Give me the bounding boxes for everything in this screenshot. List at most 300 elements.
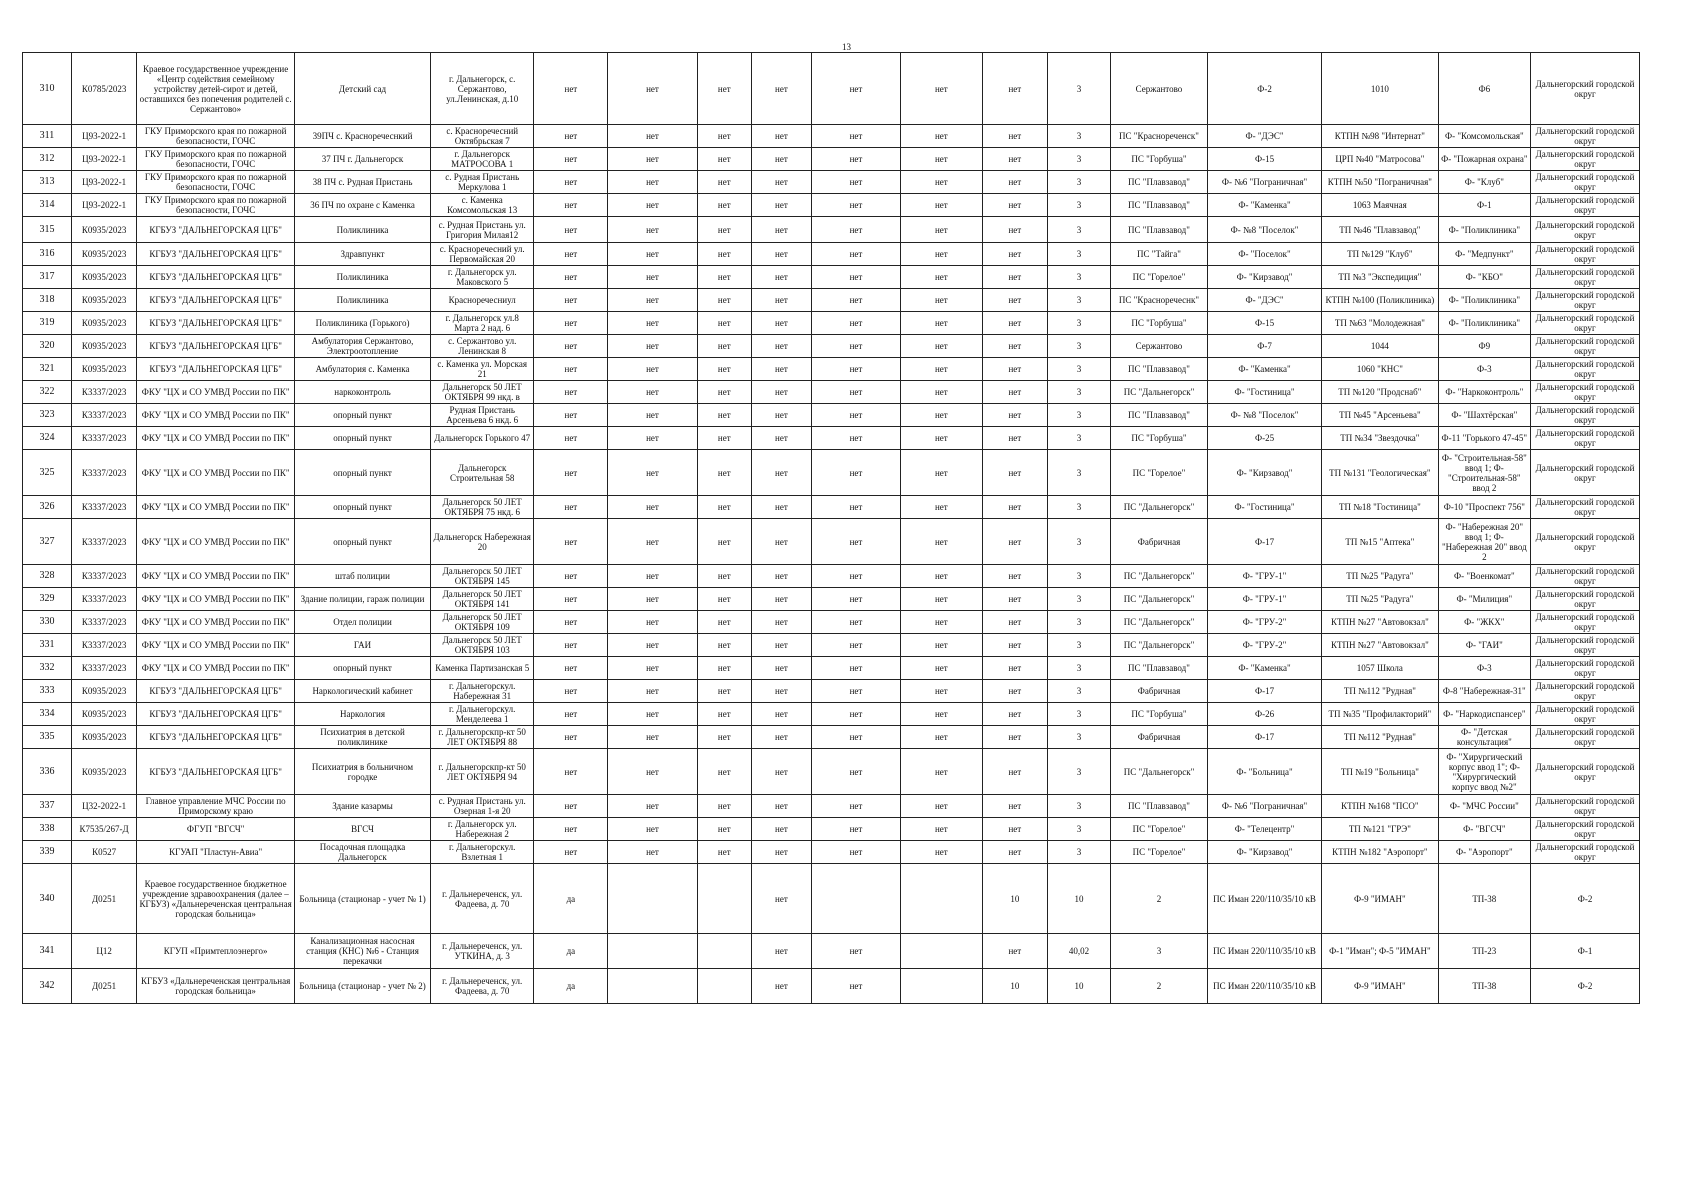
table-cell: 37 ПЧ г. Дальнегорск (295, 148, 431, 171)
table-cell: нет (811, 611, 900, 634)
table-cell: 319 (23, 312, 72, 335)
table-cell: 318 (23, 289, 72, 312)
table-cell: нет (752, 934, 812, 969)
table-cell: нет (534, 841, 608, 864)
table-cell: нет (752, 519, 812, 565)
table-cell: ПС Иман 220/110/35/10 кВ (1207, 969, 1321, 1004)
table-cell: Ф- "КБО" (1438, 266, 1530, 289)
table-cell: Ф- "Каменка" (1207, 358, 1321, 381)
table-cell: Ф- "ГАИ" (1438, 634, 1530, 657)
table-cell: нет (811, 588, 900, 611)
table-cell: нет (752, 289, 812, 312)
table-cell: ФКУ "ЦХ и СО УМВД России по ПК" (137, 381, 295, 404)
table-cell: нет (901, 194, 983, 217)
table-cell: КГУП «Примтеплоэнерго» (137, 934, 295, 969)
table-cell: нет (697, 427, 751, 450)
table-cell: Рудная Пристань Арсеньева 6 нкд. 6 (431, 404, 534, 427)
table-cell: нет (752, 53, 812, 125)
table-cell: нет (697, 588, 751, 611)
table-cell: ПС "Плавзавод" (1111, 358, 1208, 381)
table-cell: ПС "Плавзавод" (1111, 217, 1208, 243)
table-cell: нет (608, 243, 697, 266)
table-row (23, 194, 1640, 217)
table-row (23, 496, 1640, 519)
table-cell: Дальнегорский городской округ (1531, 53, 1640, 125)
table-row (23, 818, 1640, 841)
table-cell: 3 (1047, 818, 1110, 841)
table-cell: с. Рудная Пристань ул. Озерная 1-я 20 (431, 795, 534, 818)
table-cell: Сержантово (1111, 53, 1208, 125)
table-cell: КГБУЗ "ДАЛЬНЕГОРСКАЯ ЦГБ" (137, 335, 295, 358)
table-cell: 311 (23, 125, 72, 148)
table-cell: нет (534, 125, 608, 148)
table-cell: Ф- "Милиция" (1438, 588, 1530, 611)
table-cell: ФКУ "ЦХ и СО УМВД России по ПК" (137, 519, 295, 565)
table-cell: 317 (23, 266, 72, 289)
table-cell: нет (608, 450, 697, 496)
table-cell: нет (982, 125, 1047, 148)
table-cell: Дальнегорский городской округ (1531, 450, 1640, 496)
table-cell: нет (811, 335, 900, 358)
table-cell: 3 (1047, 312, 1110, 335)
table-cell: нет (752, 194, 812, 217)
table-cell: 312 (23, 148, 72, 171)
table-cell: нет (811, 703, 900, 726)
table-cell: ПС "Плавзавод" (1111, 194, 1208, 217)
table-cell: 3 (1047, 217, 1110, 243)
table-cell: нет (901, 749, 983, 795)
table-cell: нет (534, 450, 608, 496)
table-row (23, 289, 1640, 312)
table-cell: Д0251 (71, 969, 136, 1004)
table-cell: Ф- №6 "Пограничная" (1207, 171, 1321, 194)
table-cell: 329 (23, 588, 72, 611)
table-cell: нет (752, 634, 812, 657)
table-cell: 326 (23, 496, 72, 519)
table-cell: К3337/2023 (71, 519, 136, 565)
table-cell: нет (811, 125, 900, 148)
table-cell (697, 969, 751, 1004)
table-cell: нет (697, 565, 751, 588)
table-cell: Ф-9 "ИМАН" (1322, 864, 1438, 934)
table-cell: с. Каменка ул. Морская 21 (431, 358, 534, 381)
table-cell: 3 (1047, 148, 1110, 171)
table-cell: Ф- "ГРУ-1" (1207, 588, 1321, 611)
table-cell: Дальнегорск 50 ЛЕТ ОКТЯБРЯ 75 нкд. 6 (431, 496, 534, 519)
table-cell: Больница (стационар - учет № 1) (295, 864, 431, 934)
table-cell: ПС "Плавзавод" (1111, 171, 1208, 194)
table-cell: Больница (стационар - учет № 2) (295, 969, 431, 1004)
table-cell: ТП №25 "Радуга" (1322, 588, 1438, 611)
table-cell: КТПН №27 "Автовокзал" (1322, 634, 1438, 657)
table-cell: нет (811, 266, 900, 289)
table-cell: Ц12 (71, 934, 136, 969)
table-cell: ПС "Горелое" (1111, 450, 1208, 496)
table-cell: КГБУЗ "ДАЛЬНЕГОРСКАЯ ЦГБ" (137, 243, 295, 266)
table-cell: Ф- "Шахтёрская" (1438, 404, 1530, 427)
table-cell: Дальнегорский городской округ (1531, 519, 1640, 565)
table-cell: г. Дальнегорскул. Взлетная 1 (431, 841, 534, 864)
table-cell: 310 (23, 53, 72, 125)
table-cell: Ф-1 (1531, 934, 1640, 969)
table-cell: с. Красноречесний ул. Первомайская 20 (431, 243, 534, 266)
table-cell: Ц32-2022-1 (71, 795, 136, 818)
table-cell: нет (534, 726, 608, 749)
table-cell: 10 (982, 864, 1047, 934)
table-cell: ПС "Дальнегорск" (1111, 381, 1208, 404)
table-cell: 3 (1047, 795, 1110, 818)
table-cell: 3 (1047, 450, 1110, 496)
table-cell: с. Сержантово ул. Ленинская 8 (431, 335, 534, 358)
table-cell: нет (752, 171, 812, 194)
table-cell: нет (982, 194, 1047, 217)
table-cell: нет (752, 795, 812, 818)
table-cell: нет (697, 312, 751, 335)
table-cell: нет (982, 381, 1047, 404)
table-cell: нет (901, 266, 983, 289)
table-cell: Фабричная (1111, 680, 1208, 703)
table-cell: 3 (1047, 381, 1110, 404)
table-cell: Ф- "Поликлиника" (1438, 217, 1530, 243)
table-cell: нет (811, 312, 900, 335)
table-cell: ФКУ "ЦХ и СО УМВД России по ПК" (137, 404, 295, 427)
table-cell: г. Дальнегорск ул.8 Марта 2 над. 6 (431, 312, 534, 335)
table-cell: 338 (23, 818, 72, 841)
table-cell: Здание казармы (295, 795, 431, 818)
table-cell: нет (752, 335, 812, 358)
table-cell: 313 (23, 171, 72, 194)
table-cell: с. Красноречесний Октябрьская 7 (431, 125, 534, 148)
table-cell: 3 (1047, 335, 1110, 358)
table-cell: Ф-11 "Горького 47-45" (1438, 427, 1530, 450)
table-cell: нет (811, 243, 900, 266)
table-cell: нет (697, 194, 751, 217)
table-cell: нет (752, 381, 812, 404)
table-cell: Детский сад (295, 53, 431, 125)
table-cell: нет (608, 381, 697, 404)
table-cell: Ф- "Поликлиника" (1438, 289, 1530, 312)
table-cell: 3 (1047, 519, 1110, 565)
table-cell: штаб полиции (295, 565, 431, 588)
table-cell: КГУАП "Пластун-Авиа" (137, 841, 295, 864)
table-cell: Дальнегорский городской округ (1531, 565, 1640, 588)
table-cell: Дальнегорский городской округ (1531, 841, 1640, 864)
table-cell: Ф-3 (1438, 657, 1530, 680)
table-cell: Ф- "Военкомат" (1438, 565, 1530, 588)
table-cell: нет (901, 818, 983, 841)
table-cell: Ф- "Детская консультация" (1438, 726, 1530, 749)
table-cell: 10 (1047, 969, 1110, 1004)
table-cell: Ф- "Медпункт" (1438, 243, 1530, 266)
table-cell: нет (752, 841, 812, 864)
table-cell: нет (534, 53, 608, 125)
table-cell: г. Дальнегорск ул. Набережная 2 (431, 818, 534, 841)
table-cell: КГБУЗ "ДАЛЬНЕГОРСКАЯ ЦГБ" (137, 703, 295, 726)
table-cell: нет (534, 634, 608, 657)
table-cell: КГБУЗ "ДАЛЬНЕГОРСКАЯ ЦГБ" (137, 726, 295, 749)
table-cell: нет (534, 680, 608, 703)
table-cell: нет (608, 335, 697, 358)
table-cell: Ф-15 (1207, 312, 1321, 335)
table-cell: Ф- "МЧС России" (1438, 795, 1530, 818)
table-cell: 3 (1047, 657, 1110, 680)
table-cell: нет (752, 864, 812, 934)
table-cell: нет (608, 194, 697, 217)
table-cell: нет (901, 125, 983, 148)
table-cell: Ф-10 "Проспект 756" (1438, 496, 1530, 519)
table-cell: нет (811, 680, 900, 703)
table-cell: ТП №112 "Рудная" (1322, 726, 1438, 749)
table-cell: Посадочная площадка Дальнегорск (295, 841, 431, 864)
table-cell: нет (608, 795, 697, 818)
table-cell: нет (982, 634, 1047, 657)
table-cell: Ф-2 (1531, 864, 1640, 934)
table-cell: нет (982, 217, 1047, 243)
table-cell: Дальнегорск Горького 47 (431, 427, 534, 450)
table-cell: нет (901, 289, 983, 312)
table-cell: Поликлиника (295, 217, 431, 243)
table-cell: ФГУП "ВГСЧ" (137, 818, 295, 841)
table-cell: К3337/2023 (71, 381, 136, 404)
table-cell: 1060 "КНС" (1322, 358, 1438, 381)
table-cell: Ф- "Аэропорт" (1438, 841, 1530, 864)
table-cell: г. Дальнереченск, ул. Фадеева, д. 70 (431, 969, 534, 1004)
table-cell: нет (534, 404, 608, 427)
table-cell: 3 (1047, 243, 1110, 266)
table-cell: нет (534, 335, 608, 358)
table-cell: нет (534, 289, 608, 312)
table-cell: нет (982, 657, 1047, 680)
table-cell: да (534, 934, 608, 969)
table-cell: ФКУ "ЦХ и СО УМВД России по ПК" (137, 588, 295, 611)
table-cell: Ф- "ДЭС" (1207, 289, 1321, 312)
table-cell: Фабричная (1111, 519, 1208, 565)
table-cell: Ф-2 (1207, 53, 1321, 125)
table-cell: нет (534, 818, 608, 841)
table-cell: Ф- "Пожарная охрана" (1438, 148, 1530, 171)
table-cell: нет (901, 841, 983, 864)
table-row (23, 680, 1640, 703)
table-cell: нет (901, 726, 983, 749)
table-cell: Дальнегорский городской округ (1531, 381, 1640, 404)
table-cell: Дальнегорск Строительная 58 (431, 450, 534, 496)
table-cell: нет (752, 266, 812, 289)
table-cell: К3337/2023 (71, 450, 136, 496)
table-row (23, 381, 1640, 404)
table-cell: ПС "Дальнегорск" (1111, 588, 1208, 611)
table-cell: нет (752, 404, 812, 427)
table-cell: нет (901, 171, 983, 194)
table-row (23, 243, 1640, 266)
table-cell: нет (982, 496, 1047, 519)
table-cell: К0527 (71, 841, 136, 864)
table-cell: К3337/2023 (71, 427, 136, 450)
table-cell: нет (811, 148, 900, 171)
table-cell: Ф9 (1438, 335, 1530, 358)
table-cell: нет (534, 243, 608, 266)
table-cell: 324 (23, 427, 72, 450)
table-cell: Дальнегорский городской округ (1531, 657, 1640, 680)
table-cell: 3 (1047, 703, 1110, 726)
table-cell: Ф- "Каменка" (1207, 194, 1321, 217)
table-row (23, 611, 1640, 634)
table-cell: нет (982, 289, 1047, 312)
table-row (23, 171, 1640, 194)
table-cell: К3337/2023 (71, 565, 136, 588)
table-cell: нет (752, 450, 812, 496)
table-cell: 3 (1047, 427, 1110, 450)
table-cell: ФКУ "ЦХ и СО УМВД России по ПК" (137, 657, 295, 680)
table-cell: К0935/2023 (71, 217, 136, 243)
table-cell: К0935/2023 (71, 335, 136, 358)
table-cell: ФКУ "ЦХ и СО УМВД России по ПК" (137, 496, 295, 519)
table-cell: нет (697, 381, 751, 404)
table-cell: 340 (23, 864, 72, 934)
table-cell: нет (752, 680, 812, 703)
table-cell: нет (752, 427, 812, 450)
table-cell: нет (901, 217, 983, 243)
table-cell: нет (534, 703, 608, 726)
table-cell: ФКУ "ЦХ и СО УМВД России по ПК" (137, 634, 295, 657)
table-cell: нет (697, 289, 751, 312)
table-cell: Ф- "Больница" (1207, 749, 1321, 795)
table-cell: 40,02 (1047, 934, 1110, 969)
table-row (23, 148, 1640, 171)
table-cell: Отдел полиции (295, 611, 431, 634)
table-cell: нет (534, 749, 608, 795)
table-cell: Дальнегорск 50 ЛЕТ ОКТЯБРЯ 103 (431, 634, 534, 657)
table-cell: К0935/2023 (71, 703, 136, 726)
table-cell: нет (608, 148, 697, 171)
table-cell: Дальнегорский городской округ (1531, 634, 1640, 657)
table-cell: г. Дальнегорск ул. Маковского 5 (431, 266, 534, 289)
table-cell: 3 (1047, 588, 1110, 611)
table-row (23, 404, 1640, 427)
table-cell: ГКУ Приморского края по пожарной безопасности, ГОЧС (137, 125, 295, 148)
table-cell: нет (811, 565, 900, 588)
table-cell: нет (811, 795, 900, 818)
table-cell: Ф- "Комсомольская" (1438, 125, 1530, 148)
table-cell: ПС "Тайга" (1111, 243, 1208, 266)
table-cell: с. Рудная Пристань Меркулова 1 (431, 171, 534, 194)
table-cell: К3337/2023 (71, 634, 136, 657)
table-cell: 38 ПЧ с. Рудная Пристань (295, 171, 431, 194)
table-cell: нет (697, 496, 751, 519)
table-cell: 335 (23, 726, 72, 749)
table-cell: Краевое государственное бюджетное учреждение здравоохранения (далее – КГБУЗ) «Дальнереченская центральная городская больница» (137, 864, 295, 934)
table-cell: г. Дальнегорск МАТРОСОВА 1 (431, 148, 534, 171)
table-cell: Ф- "Поселок" (1207, 243, 1321, 266)
table-cell: ПС "Дальнегорск" (1111, 565, 1208, 588)
table-cell: нет (811, 171, 900, 194)
table-cell: К7535/267-Д (71, 818, 136, 841)
table-cell: нет (534, 217, 608, 243)
table-cell: нет (982, 335, 1047, 358)
table-row (23, 312, 1640, 335)
table-cell: нет (901, 427, 983, 450)
table-cell: ТП №25 "Радуга" (1322, 565, 1438, 588)
table-cell: нет (608, 266, 697, 289)
table-cell: ФКУ "ЦХ и СО УМВД России по ПК" (137, 427, 295, 450)
table-cell (901, 934, 983, 969)
table-cell: нет (811, 749, 900, 795)
table-cell: 3 (1047, 841, 1110, 864)
table-row (23, 588, 1640, 611)
table-cell: нет (534, 194, 608, 217)
table-cell (697, 864, 751, 934)
table-cell: ТП №35 "Профилакторий" (1322, 703, 1438, 726)
table-cell: Ф-2 (1531, 969, 1640, 1004)
table-cell: нет (697, 818, 751, 841)
table-cell: Дальнегорский городской округ (1531, 680, 1640, 703)
table-cell: нет (534, 496, 608, 519)
table-cell: Ф-8 "Набережная-31" (1438, 680, 1530, 703)
table-cell: нет (901, 381, 983, 404)
table-cell: нет (608, 53, 697, 125)
table-cell: К0935/2023 (71, 749, 136, 795)
table-cell: нет (697, 243, 751, 266)
table-cell: 315 (23, 217, 72, 243)
table-cell: ТП №63 "Молодежная" (1322, 312, 1438, 335)
table-cell: нет (811, 53, 900, 125)
table-cell: К0935/2023 (71, 266, 136, 289)
table-cell: КГБУЗ "ДАЛЬНЕГОРСКАЯ ЦГБ" (137, 217, 295, 243)
table-cell: Ф- "ДЭС" (1207, 125, 1321, 148)
table-cell: 336 (23, 749, 72, 795)
table-cell: Ф- "Кирзавод" (1207, 841, 1321, 864)
table-cell: нет (697, 611, 751, 634)
table-cell: нет (811, 496, 900, 519)
table-cell: нет (534, 148, 608, 171)
table-cell: нет (534, 381, 608, 404)
table-cell: нет (608, 841, 697, 864)
table-cell: нет (697, 358, 751, 381)
table-cell: ТП №18 "Гостиница" (1322, 496, 1438, 519)
table-cell: К3337/2023 (71, 496, 136, 519)
table-row (23, 565, 1640, 588)
table-cell: нет (982, 53, 1047, 125)
table-row (23, 657, 1640, 680)
table-cell: ТП №121 "ГРЭ" (1322, 818, 1438, 841)
table-cell: Ф-26 (1207, 703, 1321, 726)
table-cell: ТП-23 (1438, 934, 1530, 969)
table-cell: 327 (23, 519, 72, 565)
table-cell: Дальнегорский городской округ (1531, 266, 1640, 289)
table-cell: нет (811, 726, 900, 749)
table-cell: нет (697, 634, 751, 657)
table-cell: К0935/2023 (71, 680, 136, 703)
table-cell: нет (534, 519, 608, 565)
table-cell: наркоконтроль (295, 381, 431, 404)
table-cell: 3 (1047, 289, 1110, 312)
table-cell: 3 (1047, 680, 1110, 703)
table-cell: нет (534, 611, 608, 634)
table-cell: К3337/2023 (71, 588, 136, 611)
table-cell: нет (697, 703, 751, 726)
table-cell: нет (534, 565, 608, 588)
table-cell: Ф- "Строительная-58" ввод 1; Ф- "Строительная-58" ввод 2 (1438, 450, 1530, 496)
table-cell: нет (901, 496, 983, 519)
table-cell: Здравпункт (295, 243, 431, 266)
table-cell: нет (608, 312, 697, 335)
table-cell: 3 (1047, 266, 1110, 289)
table-cell: 36 ПЧ по охране с Каменка (295, 194, 431, 217)
table-cell: нет (752, 657, 812, 680)
table-cell: ГКУ Приморского края по пожарной безопасности, ГОЧС (137, 171, 295, 194)
table-cell: ПС "Горбуша" (1111, 427, 1208, 450)
table-cell: нет (752, 243, 812, 266)
table-cell: Ф-25 (1207, 427, 1321, 450)
